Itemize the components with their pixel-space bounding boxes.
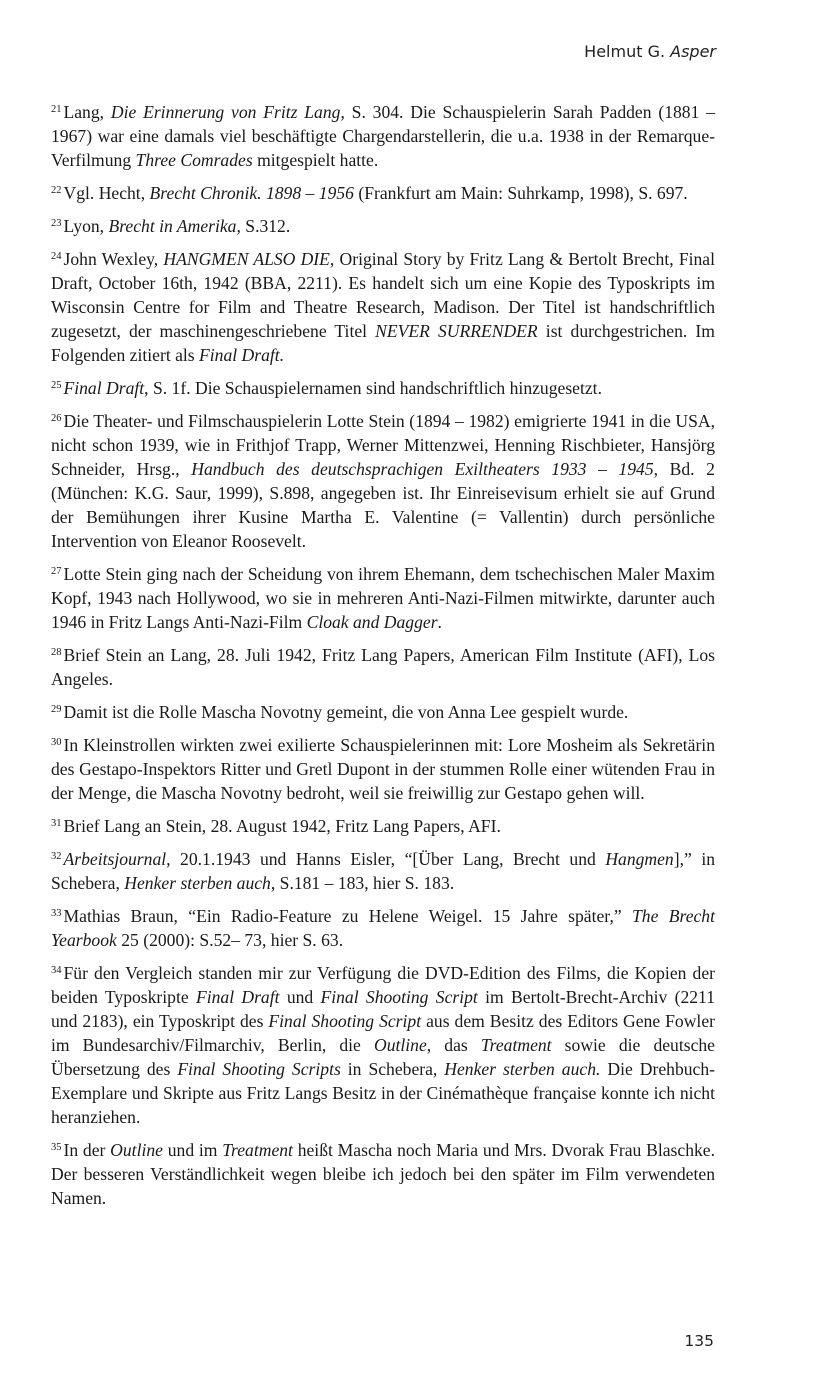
- footnote-text: 20.1.1943 und Hanns Eisler, “[Über Lang, Brecht und: [170, 849, 606, 869]
- footnote-text: , S. 1f. Die Schauspielernamen sind handschriftlich hinzugesetzt.: [144, 378, 602, 398]
- footnote: [51, 181, 715, 205]
- footnote-italic-text: NEVER SURRENDER: [375, 321, 538, 341]
- running-head: [584, 42, 716, 61]
- footnote-number: 21: [51, 104, 62, 115]
- footnote-text: Für den Vergleich standen mir zur Verfügung die DVD-Edition des Films, die Kopien der beiden Typoskripte: [51, 963, 715, 1007]
- footnote-text: Lotte Stein ging nach der Scheidung von ihrem Ehemann, dem tschechischen Maler Maxim Kopf, 1943 nach Hollywood, wo sie in mehreren Anti-Nazi-Filmen mitwirkte, darunter auch 1946 in Fritz Langs Anti-Nazi-Film: [51, 564, 715, 632]
- footnote-italic-text: Treatment: [480, 1035, 552, 1055]
- footnote: [51, 643, 715, 691]
- footnote-text: im Bertolt-Brecht-Archiv (2211 und 2183), ein Typoskript des: [51, 987, 715, 1031]
- footnote-text: , das: [426, 1035, 481, 1055]
- footnote: [51, 904, 715, 952]
- footnote: [51, 814, 715, 838]
- footnote: [51, 214, 715, 238]
- footnote: [51, 100, 715, 172]
- footnote: [51, 247, 715, 367]
- footnote-italic-text: HANGMEN ALSO DIE: [163, 249, 330, 269]
- footnote-text: ],” in Schebera,: [51, 849, 715, 893]
- footnote: [51, 1138, 715, 1210]
- footnote-text: , Original Story by Fritz Lang & Bertolt Brecht, Final Draft, October 16th, 1942 (BBA, 2211). Es handelt sich um eine Kopie des Typoskripts im Wisconsin Centre for Film and Theatre Research, Madison. Der Titel ist handschriftlich zugesetzt, der maschinengeschriebene Titel: [51, 249, 715, 341]
- footnote-text: in Schebera,: [340, 1059, 445, 1079]
- footnote-text: , Bd. 2 (München: K.G. Saur, 1999), S.898, angegeben ist. Ihr Einreisevisum erhielt sie auf Grund der Bemühungen ihrer Kusine Martha E. Valentine (= Vallentin) durch persönliche Intervention von Eleanor Roosevelt.: [51, 459, 715, 551]
- footnote-text: Brief Stein an Lang, 28. Juli 1942, Fritz Lang Papers, American Film Institute (AFI), Los Angeles.: [51, 645, 715, 689]
- footnote-italic-text: Die Erinnerung von Fritz Lang: [110, 102, 341, 122]
- footnote-text: 25 (2000): S.52– 73, hier S. 63.: [116, 930, 344, 950]
- footnote-italic-text: Brecht in Amerika: [108, 216, 237, 236]
- footnote-number: 28: [51, 647, 62, 658]
- footnote-text: Lang,: [63, 102, 111, 122]
- footnote-number: 24: [51, 251, 62, 262]
- footnote-text: sowie die deutsche Übersetzung des: [51, 1035, 715, 1079]
- footnote-text: heißt Mascha noch Maria und Mrs. Dvorak Frau Blaschke. Der besseren Verständlichkeit wegen bleibe ich jedoch bei den später im Film verwendeten Namen.: [51, 1140, 716, 1208]
- footnote-text: Brief Lang an Stein, 28. August 1942, Fritz Lang Papers, AFI.: [63, 816, 501, 836]
- footnote-italic-text: The Brecht Yearbook: [51, 906, 715, 950]
- footnote-text: (Frankfurt am Main: Suhrkamp, 1998), S. 697.: [353, 183, 688, 203]
- footnote-italic-text: Brecht Chronik. 1898 – 1956: [149, 183, 354, 203]
- footnote-text: ist durchgestrichen. Im Folgenden zitiert als: [51, 321, 715, 365]
- footnote-text: .: [437, 612, 442, 632]
- footnote-number: 22: [51, 185, 62, 196]
- footnote-italic-text: Handbuch des deutschsprachigen Exiltheaters 1933 – 1945: [191, 459, 654, 479]
- footnote-text: John Wexley,: [63, 249, 164, 269]
- footnote-number: 31: [51, 818, 62, 829]
- footnote-italic-text: Final Draft: [195, 987, 280, 1007]
- footnote-number: 23: [51, 218, 62, 229]
- footnote: [51, 961, 715, 1129]
- footnote: [51, 847, 715, 895]
- footnote-text: Vgl. Hecht,: [63, 183, 150, 203]
- footnote-text: und im: [162, 1140, 223, 1160]
- footnote-text: aus dem Besitz des Editors Gene Fowler im Bundesarchiv/Filmarchiv, Berlin, die: [51, 1011, 715, 1055]
- footnotes-list: [51, 100, 715, 1219]
- footnote-italic-text: Hangmen: [605, 849, 674, 869]
- footnote-text: Damit ist die Rolle Mascha Novotny gemeint, die von Anna Lee gespielt wurde.: [63, 702, 629, 722]
- footnote-number: 26: [51, 413, 62, 424]
- footnote-italic-text: Outline: [373, 1035, 427, 1055]
- footnote-italic-text: Final Shooting Script: [320, 987, 478, 1007]
- footnote-number: 32: [51, 851, 62, 862]
- footnote-italic-text: Treatment: [222, 1140, 293, 1160]
- footnote: [51, 409, 715, 553]
- footnote-text: , S. 304. Die Schauspielerin Sarah Padden (1881 – 1967) war eine damals viel beschäftigte Chargendarstellerin, die u.a. 1938 in der Remarque-Verfilmung: [51, 102, 716, 170]
- footnote-text: Lyon,: [63, 216, 109, 236]
- footnote-text: Die Theater- und Filmschauspielerin Lotte Stein (1894 – 1982) emigrierte 1941 in die USA, nicht schon 1939, wie in Frithjof Trapp, Werner Mittenzwei, Henning Rischbieter, Hansjörg Schneider, Hrsg.,: [51, 411, 715, 479]
- footnote-italic-text: Henker sterben auch.: [444, 1059, 601, 1079]
- footnote-italic-text: Arbeitsjournal,: [63, 849, 171, 869]
- footnote-number: 27: [51, 566, 62, 577]
- footnote-italic-text: Cloak and Dagger: [306, 612, 438, 632]
- footnote-text: und: [279, 987, 321, 1007]
- footnote-text: Mathias Braun, “Ein Radio-Feature zu Helene Weigel. 15 Jahre später,”: [63, 906, 633, 926]
- footnote-italic-text: Final Draft.: [199, 345, 285, 365]
- footnote-number: 30: [51, 737, 62, 748]
- footnote: [51, 733, 715, 805]
- footnote: [51, 376, 715, 400]
- footnote-italic-text: Outline: [110, 1140, 163, 1160]
- author-first-name: Helmut G.: [584, 42, 666, 61]
- footnote-number: 33: [51, 908, 62, 919]
- footnote-italic-text: Final Shooting Script: [268, 1011, 422, 1031]
- footnote-number: 35: [51, 1142, 62, 1153]
- footnote-number: 29: [51, 704, 62, 715]
- footnote-text: Die Drehbuch-Exemplare und Skripte aus Fritz Langs Besitz in der Cinémathèque française konnte ich nicht heranziehen.: [51, 1059, 715, 1127]
- footnote: [51, 562, 715, 634]
- footnote-text: , S.181 – 183, hier S. 183.: [270, 873, 455, 893]
- footnote-number: 25: [51, 380, 62, 391]
- footnote-number: 34: [51, 965, 62, 976]
- footnote-text: mitgespielt hatte.: [252, 150, 379, 170]
- footnote-italic-text: Final Shooting Scripts: [177, 1059, 341, 1079]
- footnote-text: , S.312.: [236, 216, 291, 236]
- footnote: [51, 700, 715, 724]
- footnote-italic-text: Henker sterben auch: [124, 873, 271, 893]
- page-number: 135: [684, 1332, 714, 1350]
- footnote-italic-text: Final Draft: [63, 378, 145, 398]
- footnote-italic-text: Three Comrades: [135, 150, 253, 170]
- footnote-text: In Kleinstrollen wirkten zwei exilierte Schauspielerinnen mit: Lore Mosheim als Sekretärin des Gestapo-Inspektors Ritter und Gretl Dupont in der stummen Rolle einer wütenden Frau in der Menge, die Mascha Novotny bedroht, weil sie freiwillig zur Gestapo gehen will.: [51, 735, 715, 803]
- author-last-name: Asper: [670, 42, 716, 61]
- footnote-text: In der: [63, 1140, 111, 1160]
